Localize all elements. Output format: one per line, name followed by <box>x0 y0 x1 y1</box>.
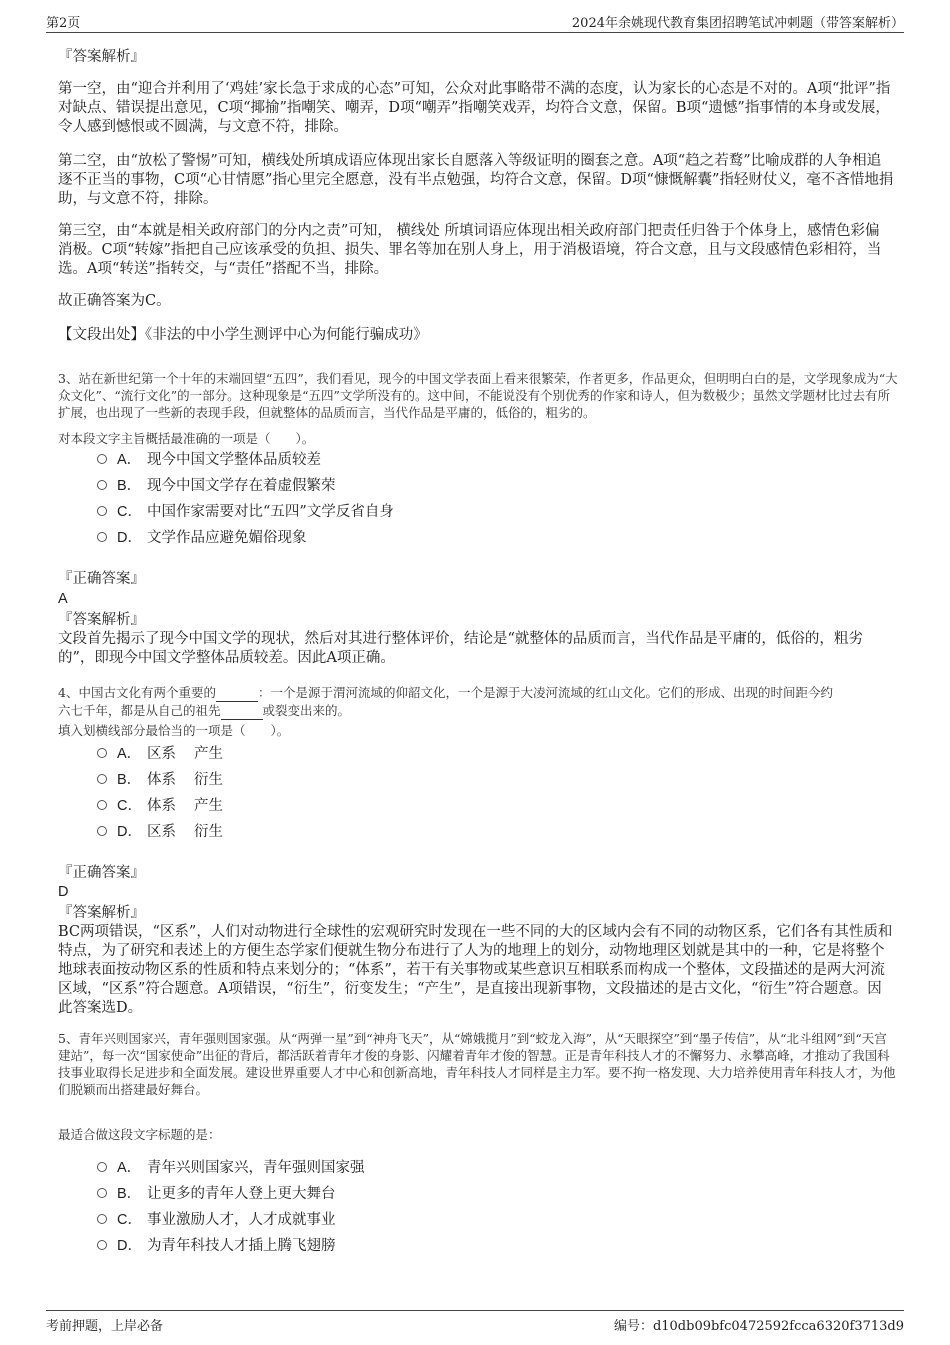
q4-option-b[interactable]: B． 体系 衍生 <box>97 770 223 790</box>
fill-blank-2[interactable] <box>221 702 263 720</box>
radio-icon[interactable] <box>97 1240 107 1250</box>
q3-analysis-label: 『答案解析』 <box>58 612 145 628</box>
q3-answer-label: 『正确答案』 <box>58 571 145 587</box>
q2-analysis-para-1: 第一空，由“迎合并利用了‘鸡娃’家长急于求成的心态”可知，公众对此事略带不满的态度，认为家长的心态是不对的。A项“批评”指对缺点、错误提出意见，C项“揶揄”指嘲笑、嘲弄，D项“嘲弄”指嘲笑戏弄，均符合文意，保留。B项“遗憾”指事情的本身或发展，令人感到憾恨或不圆满，与文意不符，排除。 <box>58 81 891 135</box>
document-title: 2024年余姚现代教育集团招聘笔试冲刺题（带答案解析） <box>571 16 904 31</box>
q4-prompt: 填入划横线部分最恰当的一项是（ ）。 <box>58 723 290 738</box>
q3-option-b[interactable]: B． 现今中国文学存在着虚假繁荣 <box>97 476 336 496</box>
q4-analysis-label: 『答案解析』 <box>58 905 145 921</box>
q2-analysis-para-3: 第三空，由“本就是相关政府部门的分内之责”可知， 横线处 所填词语应体现出相关政府部门把责任归咎于个体身上，感情色彩偏消极。C项“转嫁”指把自己应该承受的负担、损失、罪名等加在别人身上，用于消极语境，符合文意，且与文段感情色彩相符，当选。A项“转送”指转交，与“责任”搭配不当，排除。 <box>58 223 882 277</box>
q4-answer-label: 『正确答案』 <box>58 865 145 881</box>
radio-icon[interactable] <box>97 480 107 490</box>
radio-icon[interactable] <box>97 1162 107 1172</box>
q5-option-a[interactable]: A． 青年兴则国家兴，青年强则国家强 <box>97 1158 365 1178</box>
q4-option-c[interactable]: C． 体系 产生 <box>97 796 223 816</box>
q4-answer: D <box>58 884 69 900</box>
radio-icon[interactable] <box>97 1214 107 1224</box>
page-number: 第2页 <box>46 16 81 31</box>
q3-option-d[interactable]: D． 文学作品应避免媚俗现象 <box>97 528 307 548</box>
page-header <box>46 10 904 33</box>
q5-option-c[interactable]: C． 事业激励人才，人才成就事业 <box>97 1210 336 1230</box>
radio-icon[interactable] <box>97 800 107 810</box>
radio-icon[interactable] <box>97 532 107 542</box>
q5-stem: 5、青年兴则国家兴，青年强则国家强。从“两弹一星”到“神舟飞天”，从“嫦娥揽月”到“蛟龙入海”，从“天眼探空”到“墨子传信”，从“北斗组网”到“天宫建站”，每一次“国家使命”出征的背后，都活跃着青年才俊的身影、闪耀着青年才俊的智慧。正是青年科技人才的不懈努力、永攀高峰，才推动了我国科技事业取得长足进步和全面发展。建设世界重要人才中心和创新高地，青年科技人才同样是主力军。要不拘一格发现、大力培养使用青年科技人才，为他们脱颖而出搭建最好舞台。 <box>58 1031 896 1097</box>
q4-stem: 4、中国古文化有两个重要的 ：一个是源于渭河流域的仰韶文化，一个是源于大凌河流域的红山文化。它们的形成、出现的时间距今约 六七千年，都是从自己的祖先 或裂变出来的。 <box>58 685 833 718</box>
q4-option-a[interactable]: A． 区系 产生 <box>97 744 223 764</box>
q4-option-d[interactable]: D． 区系 衍生 <box>97 822 223 842</box>
fill-blank-1[interactable] <box>216 684 258 702</box>
q3-answer: A <box>58 591 68 607</box>
radio-icon[interactable] <box>97 1188 107 1198</box>
q5-option-b[interactable]: B． 让更多的青年人登上更大舞台 <box>97 1184 336 1204</box>
q3-analysis: 文段首先揭示了现今中国文学的现状，然后对其进行整体评价，结论是“就整体的品质而言，当代作品是平庸的，低俗的，粗劣的”，即现今中国文学整体品质较差。因此A项正确。 <box>58 631 863 666</box>
radio-icon[interactable] <box>97 454 107 464</box>
q3-stem: 3、站在新世纪第一个十年的末端回望“五四”，我们看见，现今的中国文学表面上看来很繁荣，作者更多，作品更众，但明明白白的是，文学现象成为“大众文化”、“流行文化”的一部分。这种现象是“五四”文学所没有的。这中间，不能说没有个别优秀的作家和诗人，但为数极少；虽然文学题材比过去有所扩展，也出现了一些新的表现手段，但就整体的品质而言，当代作品是平庸的，低俗的，粗劣的。 <box>58 371 898 420</box>
document-code: 编号：d10db09bfc0472592fcca6320f3713d9 <box>613 1319 904 1334</box>
q2-analysis-label: 『答案解析』 <box>58 49 145 65</box>
q3-prompt: 对本段文字主旨概括最准确的一项是（ ）。 <box>58 431 315 446</box>
q5-prompt: 最适合做这段文字标题的是： <box>58 1127 221 1142</box>
q2-analysis-para-2: 第二空，由“放松了警惕”可知，横线处所填成语应体现出家长自愿落入等级证明的圈套之意。A项“趋之若鹜”比喻成群的人争相追逐不正当的事物，C项“心甘情愿”指心里完全愿意，没有半点勉强，均符合文意，保留。D项“慷慨解囊”指轻财仗义，毫不吝惜地捐助，与文意不符，排除。 <box>58 153 894 207</box>
footer-slogan: 考前押题，上岸必备 <box>46 1319 164 1334</box>
page-footer <box>46 1310 904 1335</box>
radio-icon[interactable] <box>97 774 107 784</box>
radio-icon[interactable] <box>97 506 107 516</box>
q3-option-a[interactable]: A． 现今中国文学整体品质较差 <box>97 450 321 470</box>
q2-source: 【文段出处】《非法的中小学生测评中心为何能行骗成功》 <box>58 327 428 343</box>
radio-icon[interactable] <box>97 826 107 836</box>
q2-conclusion: 故正确答案为C。 <box>58 293 171 309</box>
q3-option-c[interactable]: C． 中国作家需要对比“五四”文学反省自身 <box>97 502 394 522</box>
radio-icon[interactable] <box>97 748 107 758</box>
q4-analysis: BC两项错误，“区系”，人们对动物进行全球性的宏观研究时发现在一些不同的大的区域内会有不同的动物区系，它们各有其性质和特点，为了研究和表述上的方便生态学家们便就生物分布进行了人为的地理上的划分，动物地理区划就是其中的一种，它是将整个地球表面按动物区系的性质和特点来划分的；“体系”，若干有关事物或某些意识互相联系而构成一个整体，文段描述的是两大河流区域，“区系”符合题意。A项错误，“衍生”，衍变发生；“产生”，是直接出现新事物，文段描述的是古文化，“衍生”符合题意。因此答案选D。 <box>58 924 893 1016</box>
q5-option-d[interactable]: D． 为青年科技人才插上腾飞翅膀 <box>97 1236 336 1256</box>
